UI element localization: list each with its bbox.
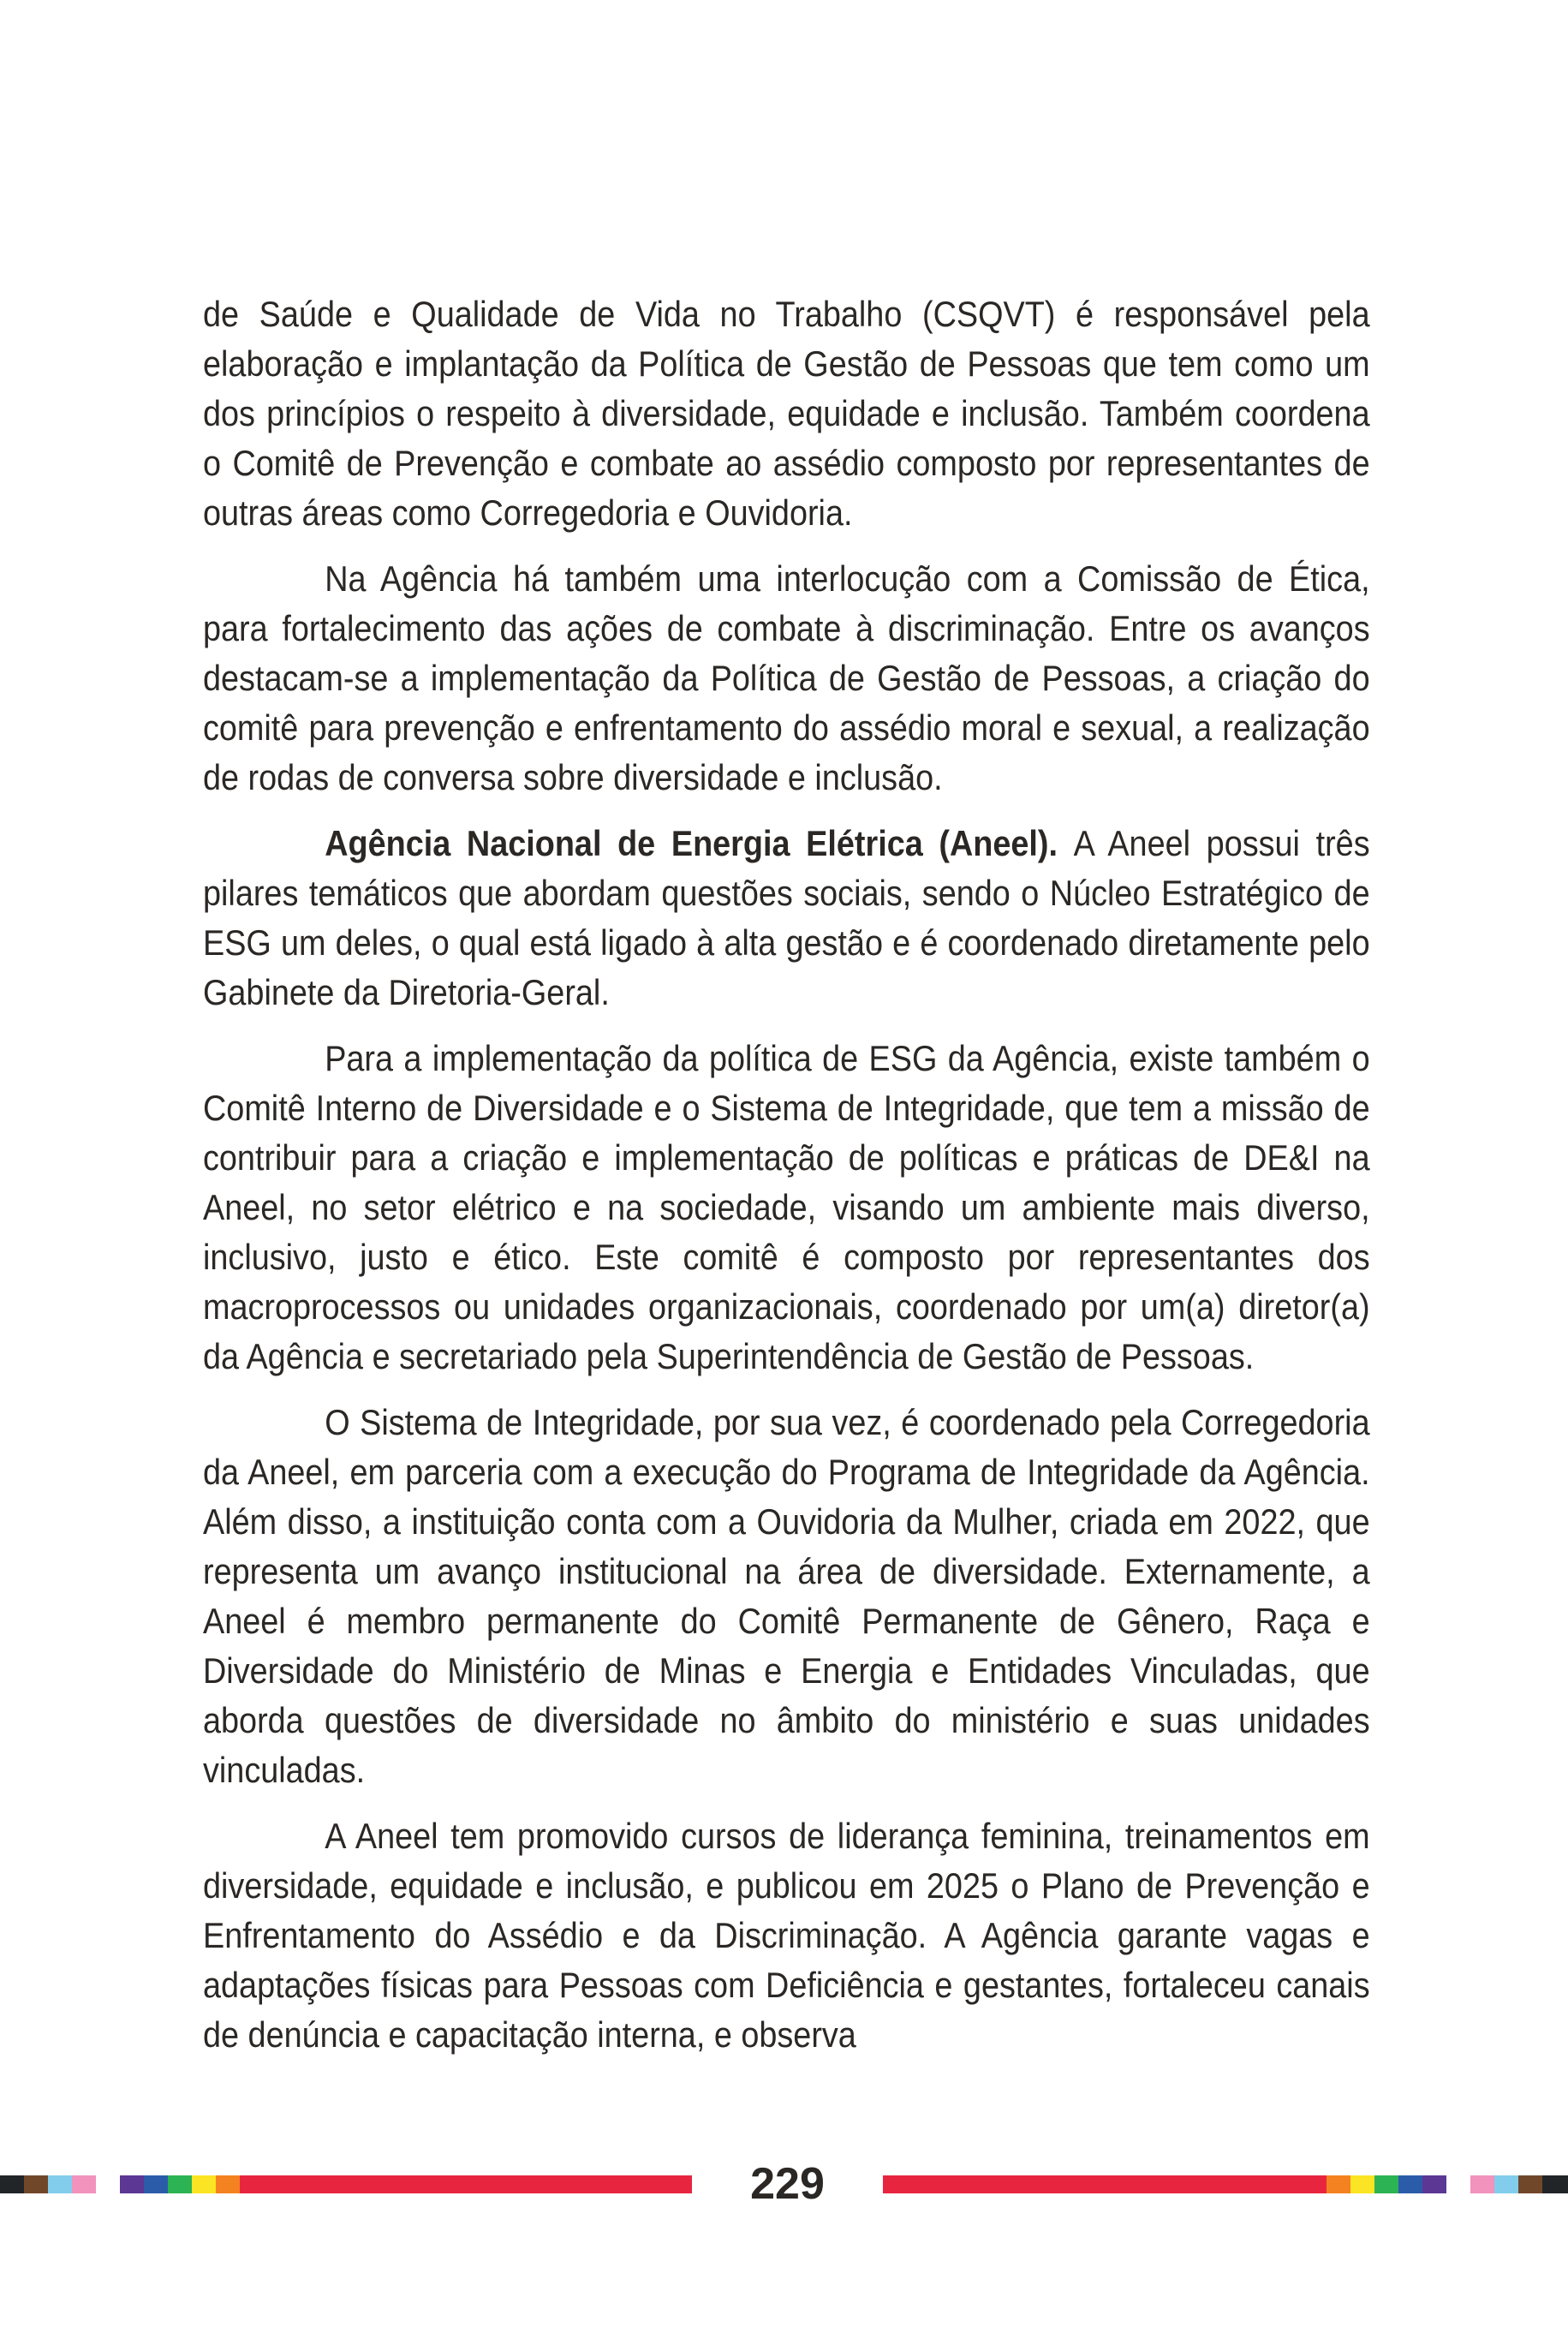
pride-segment-green (1374, 2175, 1398, 2193)
pride-segment-blue (144, 2175, 168, 2193)
pride-segment-yellow (1350, 2175, 1374, 2193)
pride-segment-red-right (883, 2175, 1327, 2193)
body-text-block (203, 289, 1370, 2076)
pride-segment-yellow (192, 2175, 216, 2193)
paragraph-sistema-integridade: O Sistema de Integridade, por sua vez, é coordenado pela Corregedoria da Aneel, em parceria com a execução do Programa de Integridade da Agência. Além disso, a instituição conta com a Ouvidoria da Mulher, criada em 2022, que representa um avanço institucional na área de diversidade. Externamente, a Aneel é membro permanente do Comitê Permanente de Gênero, Raça e Diversidade do Ministério de Minas e Energia e Entidades Vinculadas, que aborda questões de diversidade no âmbito do ministério e suas unidades vinculadas. (203, 1402, 1370, 1790)
pride-segment-light-blue (1494, 2175, 1518, 2193)
paragraph-comissao-etica: Na Agência há também uma interlocução com a Comissão de Ética, para fortalecimento das ações de combate à discriminação. Entre os avanços destacam-se a implementação da Política de Gestão de Pessoas, a criação do comitê para prevenção e enfrentamento do assédio moral e sexual, a realização de rodas de conversa sobre diversidade e inclusão. (203, 558, 1370, 797)
pride-segment-brown (24, 2175, 48, 2193)
paragraph-csqvt: de Saúde e Qualidade de Vida no Trabalho (CSQVT) é responsável pela elaboração e implantação da Política de Gestão de Pessoas que tem como um dos princípios o respeito à diversidade, equidade e inclusão. Também coordena o Comitê de Prevenção e combate ao assédio composto por representantes de outras áreas como Corregedoria e Ouvidoria. (203, 294, 1370, 533)
pride-segment-gap (96, 2175, 120, 2193)
page-number: 229 (750, 2159, 825, 2209)
pride-segment-purple (120, 2175, 144, 2193)
pride-segment-orange (216, 2175, 240, 2193)
paragraph-aneel-intro (203, 819, 1370, 1017)
pride-segment-black (1542, 2175, 1568, 2193)
pride-segment-pink (1470, 2175, 1494, 2193)
aneel-bold-lead: Agência Nacional de Energia Elétrica (Aneel). (325, 823, 1074, 863)
pride-segment-black (0, 2175, 24, 2193)
pride-segment-red-left (240, 2175, 692, 2193)
paragraph-comite-diversidade: Para a implementação da política de ESG da Agência, existe também o Comitê Interno de Diversidade e o Sistema de Integridade, que tem a missão de contribuir para a criação e implementação de políticas e práticas de DE&I na Aneel, no setor elétrico e na sociedade, visando um ambiente mais diverso, inclusivo, justo e ético. Este comitê é composto por representantes dos macroprocessos ou unidades organizacionais, coordenado por um(a) diretor(a) da Agência e secretariado pela Superintendência de Gestão de Pessoas. (203, 1038, 1370, 1376)
body-text-column (203, 289, 1370, 2060)
pride-segment-gap (1446, 2175, 1470, 2193)
paragraph-cursos-lideranca: A Aneel tem promovido cursos de liderança feminina, treinamentos em diversidade, equidade e inclusão, e publicou em 2025 o Plano de Prevenção e Enfrentamento do Assédio e da Discriminação. A Agência garante vagas e adaptações físicas para Pessoas com Deficiência e gestantes, fortaleceu canais de denúncia e capacitação interna, e observa (203, 1816, 1370, 2055)
pride-segment-purple (1422, 2175, 1446, 2193)
pride-segment-light-blue (48, 2175, 72, 2193)
aneel-intro-text: A Aneel possui três pilares temáticos que abordam questões sociais, sendo o Núcleo Estratégico de ESG um deles, o qual está ligado à alta gestão e é coordenado diretamente pelo Gabinete da Diretoria-Geral. (203, 823, 1370, 1012)
pride-segment-green (168, 2175, 192, 2193)
pride-segment-blue (1398, 2175, 1422, 2193)
pride-segment-orange (1327, 2175, 1350, 2193)
pride-segment-brown (1518, 2175, 1542, 2193)
pride-segment-pink (72, 2175, 96, 2193)
